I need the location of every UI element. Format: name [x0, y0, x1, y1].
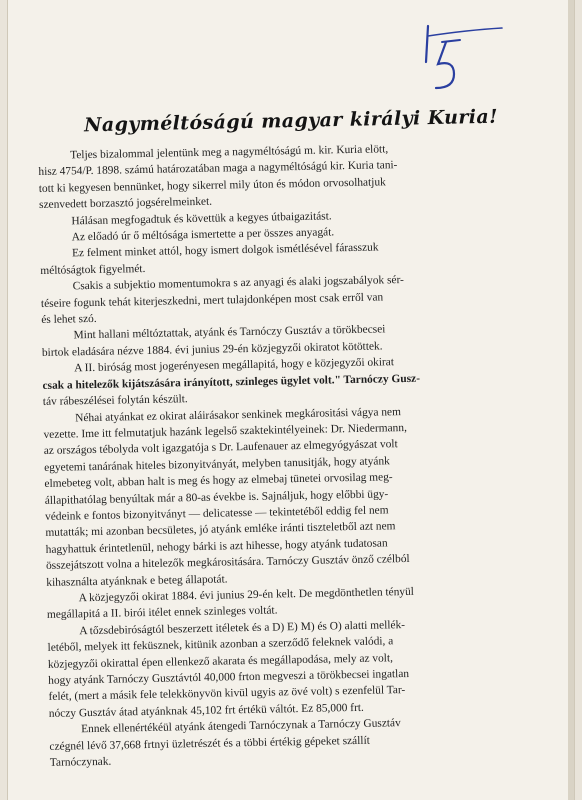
text-line: Mint hallani méltóztattak, atyánk és Tarnóczy Gusztáv a törökbecsei [73, 323, 386, 342]
text-line: és lehet szó. [41, 312, 97, 327]
text-line: állapithatólag benyúltak már a 80-as évekbe is. Sajnáljuk, hogy előbbi ügy- [44, 487, 389, 507]
text-line: Ennek ellenértékéül atyánk átengedi Tarnóczynak a Tarnóczy Gusztáv [81, 717, 401, 736]
text-line: elmebeteg volt, abban halt is meg és hogy az elmebaj tünetei orvosilag meg- [44, 471, 393, 491]
text-line: Az előadó úr ő méltósága ismertette a per összes anyagát. [71, 226, 335, 244]
text-line: A tőzsdebiróságtól beszerzett itéletek és a D) E) M) és O) alatti mellék- [79, 618, 406, 638]
text-line: mutatták; mi azonban becsületes, jó atyánk emléke iránti tiszteletből azt nem [45, 520, 396, 540]
text-line: közjegyzői okirattal épen ellenkező akarata és megállapodása, mely az volt, [47, 651, 394, 671]
text-line: letéből, melyek itt feküsznek, kitünik azonban a szerződő feleknek valódi, a [47, 635, 394, 655]
text-line: tott ki kegyesen bennünket, hogy sikerrel mily úton és módon orvosolhatjuk [38, 176, 386, 195]
text-line: Néhai atyánkat ez okirat aláirásakor senkinek megkárositási vágya nem [75, 405, 402, 424]
text-line: Ez felment minket attól, hogy ismert dolgok ismétlésével fárasszuk [71, 241, 379, 260]
document-body [38, 138, 548, 771]
text-line: védeink e fontos bizonyitványt — delicatesse — tekintetéből eddig fel nem [44, 504, 389, 523]
text-line: hogy atyánk Tarnóczy Gusztávtól 40,000 frton megveszi a törökbecsei ingatlan [48, 667, 410, 687]
text-line: czégnél lévő 37,668 frtnyi üzletrészét és a többi értékig gépeket szállít [49, 734, 370, 753]
handwritten-mark [408, 22, 528, 102]
text-line: Teljes bizalommal jelentünk meg a nagyméltóságú m. kir. Kuria elött, [70, 143, 389, 162]
text-line: egyetemi tanárának hiteles bizonyitványát, melyben tanusitják, hogy atyánk [44, 455, 390, 474]
text-line: vezette. Ime itt felmutatjuk hazánk legelső szaktekintélyeinek: Dr. Niedermann, [43, 421, 407, 441]
text-line: téseire fogunk tehát kiterjeszkedni, mert tulajdonképen most csak erről van [40, 291, 384, 310]
text-line: birtok eladására nézve 1884. évi junius 29-én közjegyzői okiratot kötöttek. [41, 340, 383, 359]
text-line: hagyhattuk érintetlenül, nehogy bárki is azt hihesse, hogy atyánk tudatosan [45, 537, 388, 556]
text-line: Hálásan megfogadtuk és követtük a kegyes útbaigazitást. [71, 210, 332, 227]
text-line: méltóságtok figyelmét. [40, 262, 146, 277]
text-line: nóczy Gusztáv átad atyánknak 45,102 frt értékü váltót. Ez 85,000 frt. [48, 701, 364, 720]
text-line: felét, (mert a másik fele telekkönyvön kivül ugyis az övé volt) s ezenfelül Tar- [48, 684, 406, 704]
text-line: hisz 4754/P. 1898. számú határozatában maga a nagyméltóságú kir. Kuria tani- [38, 159, 398, 179]
text-line: csak a hitelezők kijátszására irányított, szinleges ügylet volt." Tarnóczy Gusz- [42, 372, 421, 392]
text-line: megállapitá a II. birói itélet ennek szinleges voltát. [46, 604, 278, 622]
text-line: A II. biróság most jogerényesen megállapitá, hogy e közjegyzői okirat [74, 356, 395, 375]
document-title: Nagyméltóságú magyar királyi Kuria! [83, 105, 499, 137]
text-line: szenvedett borzasztó jogsérelmeinket. [38, 195, 213, 212]
text-line: Tarnóczynak. [49, 755, 112, 769]
text-line: kihasználta atyánknak e beteg állapotát. [46, 573, 228, 589]
text-line: az országos tébolyda volt igazgatója s Dr. Laufenauer az elmegyógyászat volt [43, 438, 398, 458]
text-line: A közjegyzői okirat 1884. évi junius 29-én kelt. De megdönthetlen tényül [78, 585, 415, 605]
text-line: táv rábeszélései folytán készült. [42, 393, 188, 409]
text-line: összejátszott volna a hitelezők megkárositására. Tarnóczy Gusztáv önző czélból [45, 553, 410, 573]
document-page [8, 0, 574, 800]
text-line: Csakis a subjektio momentumokra s az anyagi és alaki jogszabályok sér- [72, 274, 405, 293]
